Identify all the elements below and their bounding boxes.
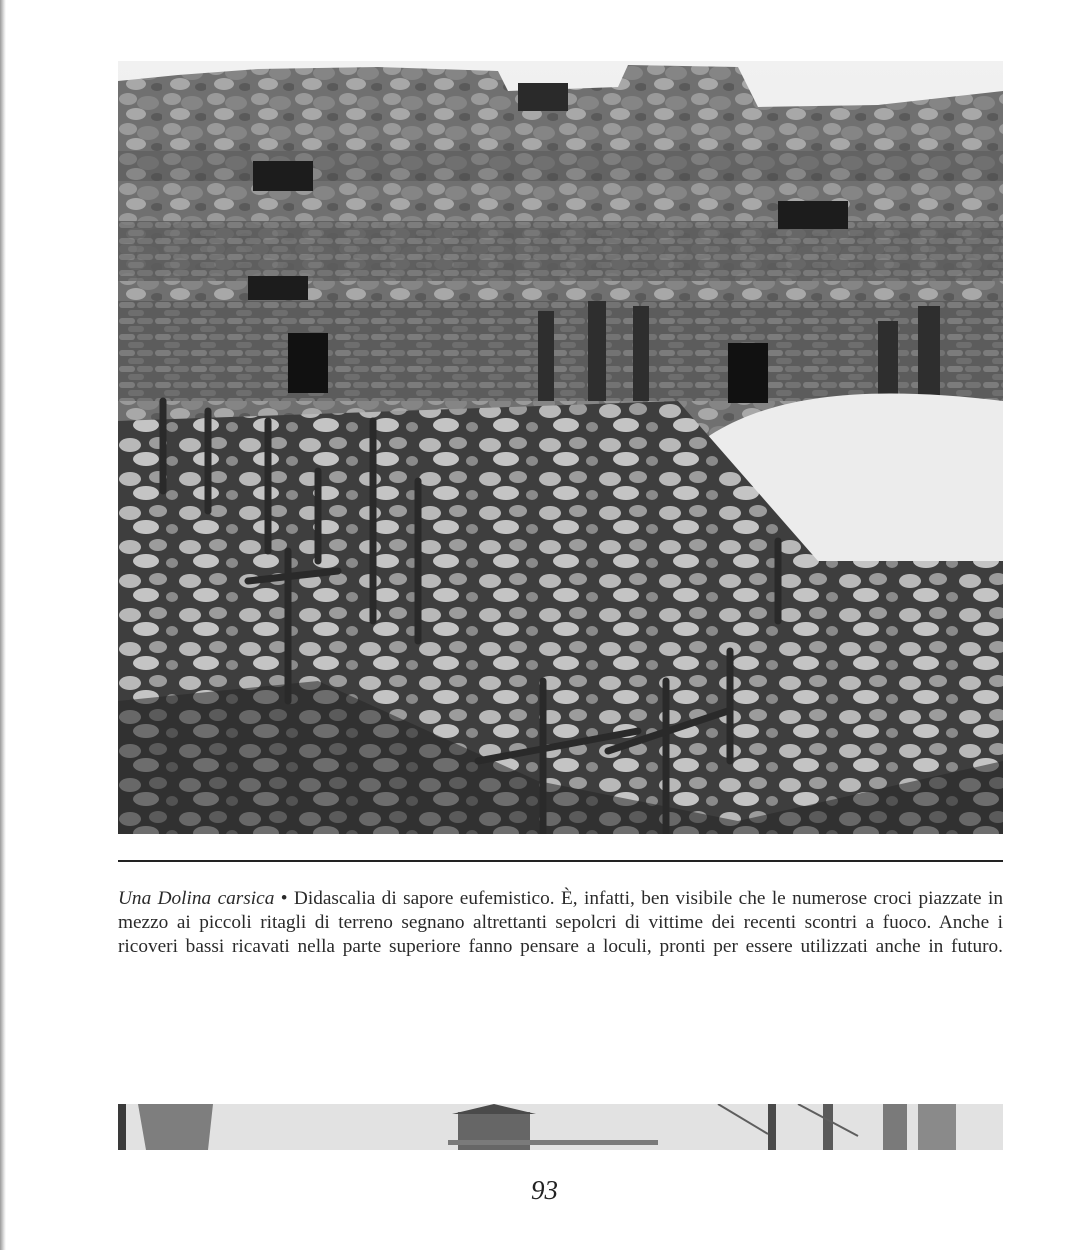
caption-divider-rule (118, 860, 1003, 862)
main-photograph (118, 61, 1003, 834)
caption-separator: • (274, 888, 294, 909)
page-number: 93 (531, 1175, 558, 1205)
bottom-photo-strip (118, 1104, 1003, 1150)
page-binding-edge (0, 0, 6, 1250)
caption-text: Didascalia di sapore eufemistico. È, infatti, ben visibile che le numerose croci piazzate in mezzo ai piccoli ritagli di terreno segnano altrettanti sepolcri di vittime dei recenti scontri a fuoco. Anche i ricoveri bassi ricavati nella parte superiore fanno pensare a loculi, pronti per essere utilizzati anche in futuro. (118, 888, 1003, 957)
photo-caption (118, 887, 1003, 959)
caption-title: Una Dolina carsica (118, 888, 275, 909)
